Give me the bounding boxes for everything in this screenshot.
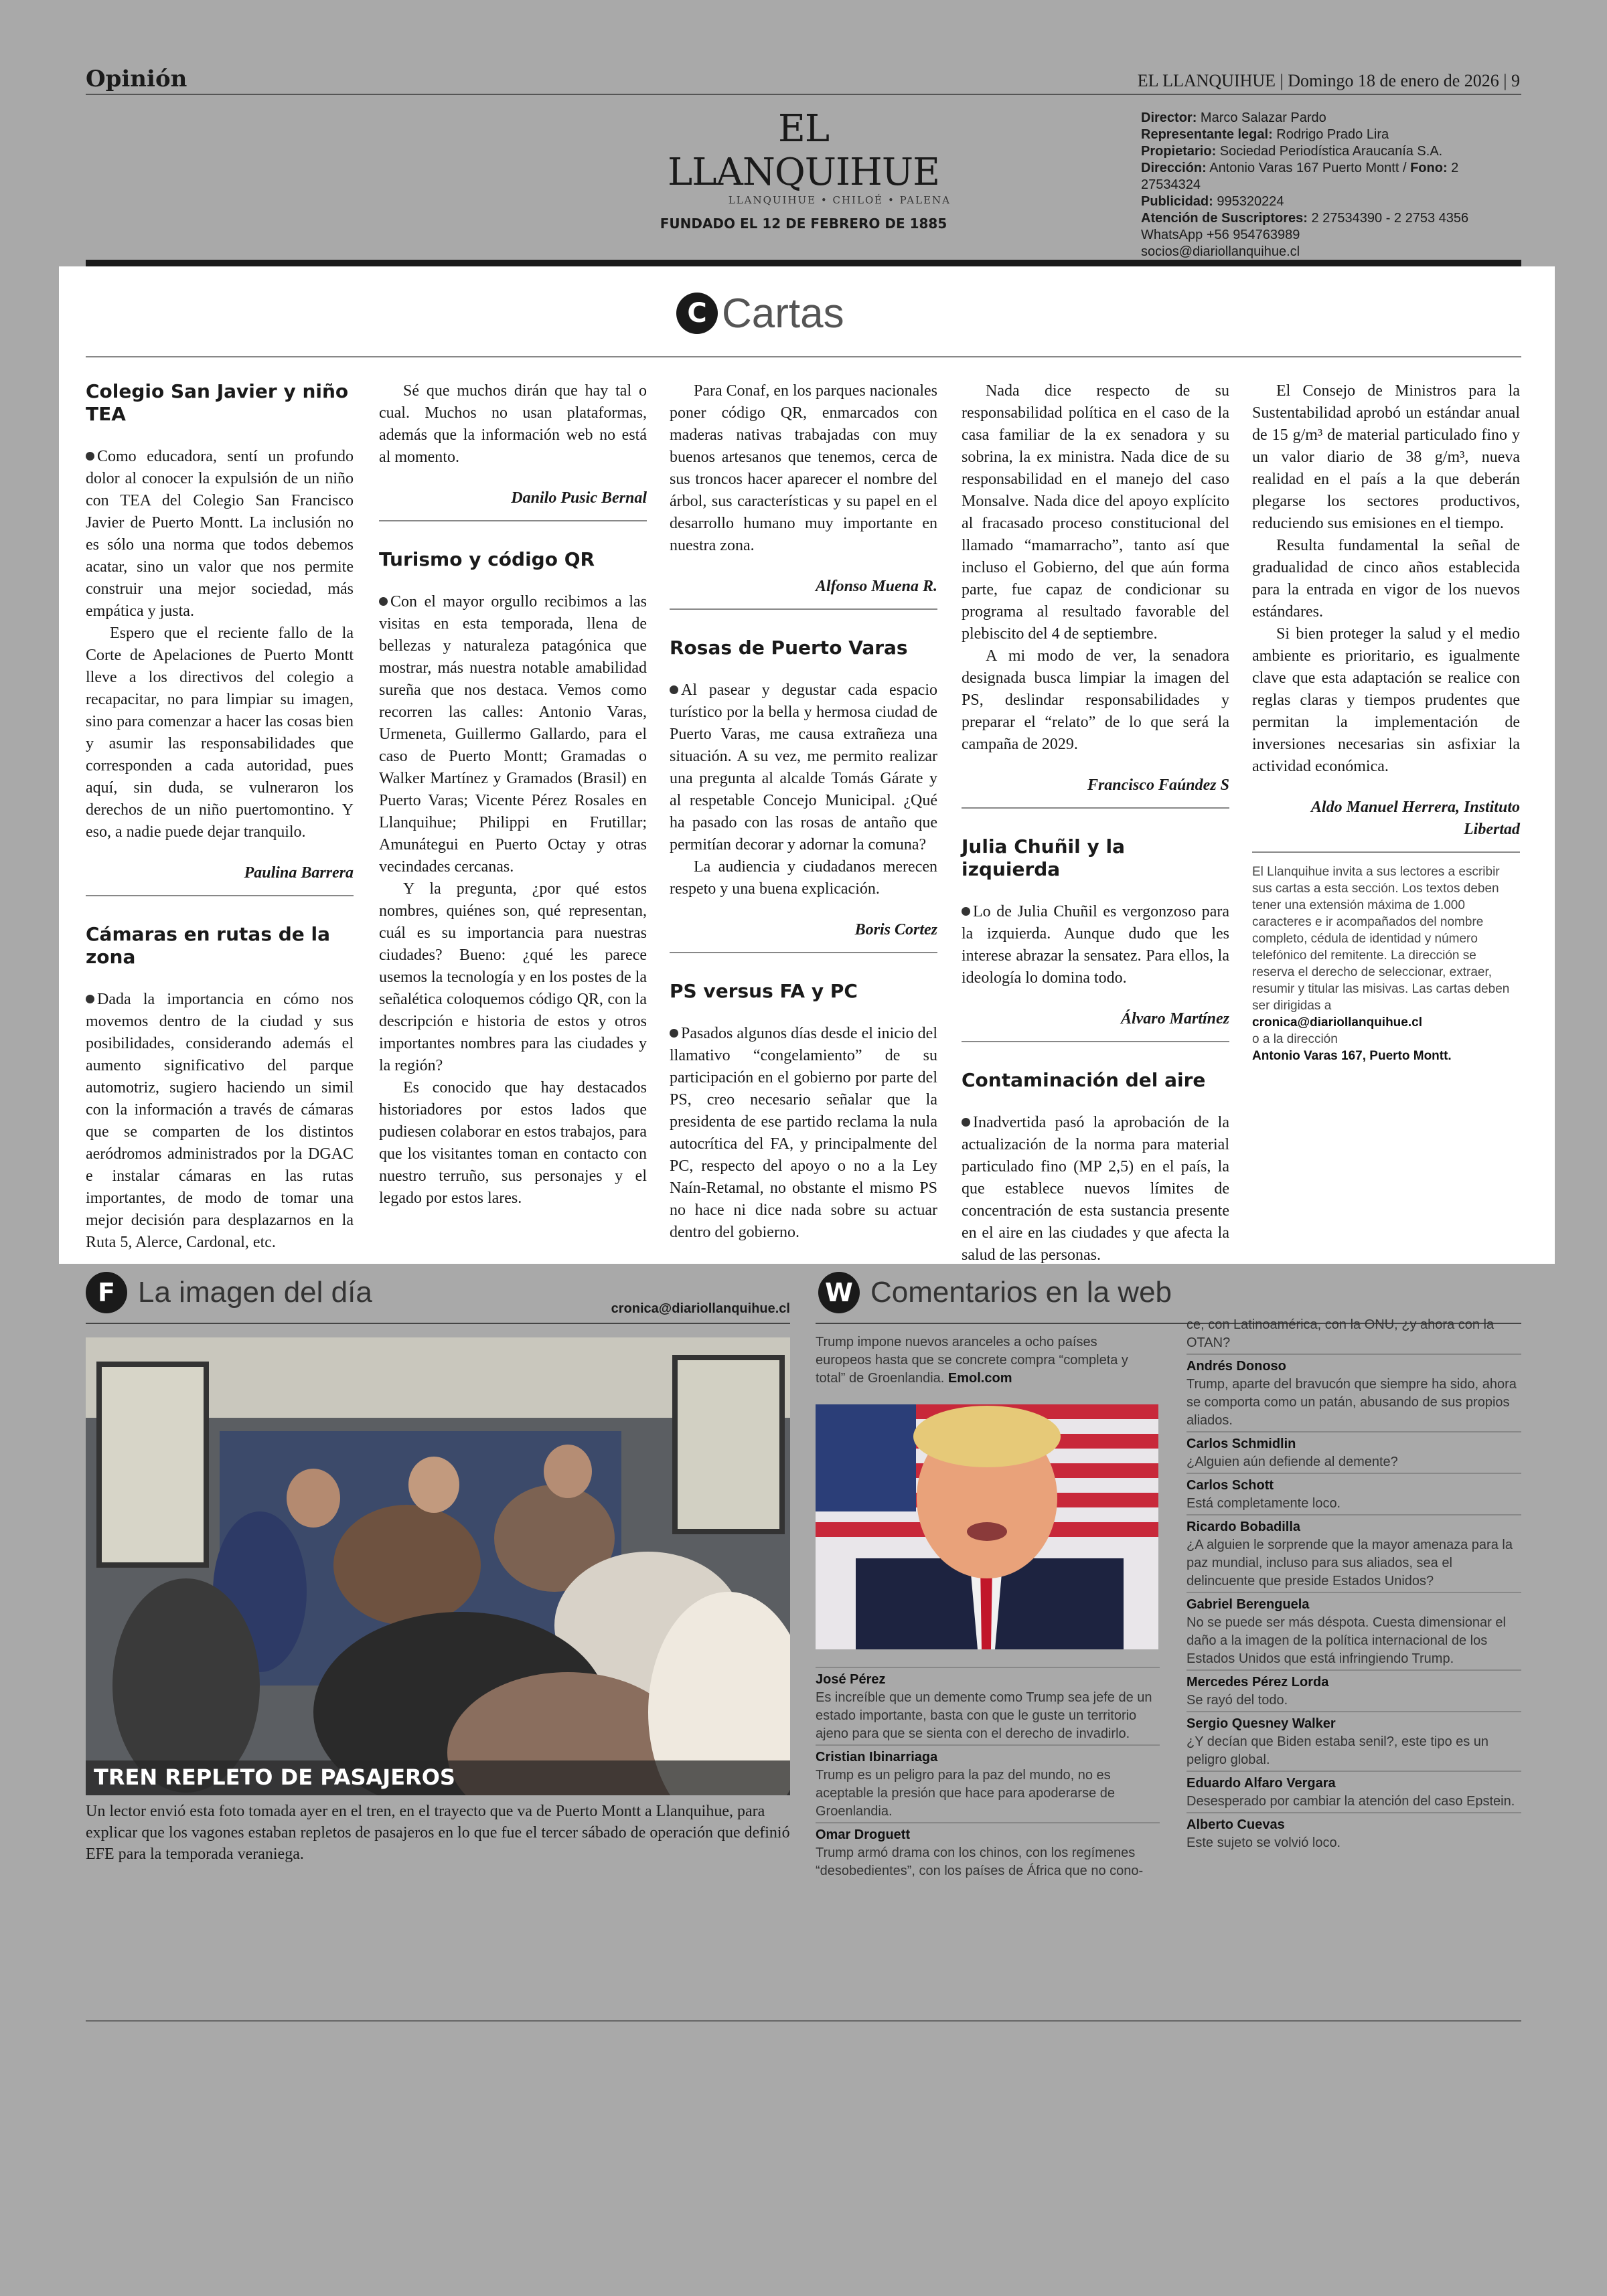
comment-entry [1187, 1431, 1521, 1471]
bullet-icon [379, 597, 388, 606]
letter-paragraph: El Consejo de Ministros para la Sustentabilidad aprobó un estándar anual de 15 g/m³ de material particulado fino y un valor diario de 38 g/m³, nueva realidad en el país a la que deberán plegarse los sectores productivos, reduciendo sus emisiones en el tiempo. [1252, 382, 1520, 532]
comment-entry [816, 1744, 1160, 1821]
comment-entry [1187, 1592, 1521, 1668]
paragraph-text: Pasados algunos días desde el inicio del llamativo “congelamiento” de su participación en el gobierno por parte del PS, creo necesario señalar que la presidenta de ese partido reclama la nula autocrítica del FA, y principalmente del PC, respecto del apoyo o no a la Ley Naín-Retamal, no obstante el mismo PS no hace ni dice nada sobre su actuar dentro del gobierno. [670, 1025, 937, 1241]
comment-author: Ricardo Bobadilla [1187, 1520, 1301, 1534]
comment-author: Sergio Quesney Walker [1187, 1716, 1336, 1731]
divider [962, 807, 1229, 809]
letter-paragraph: A mi modo de ver, la senadora designada busca limpiar la imagen del PS, deslindar responsabilidades y preparar el “relato” de lo que será la campaña de 2029. [962, 647, 1229, 753]
cartas-rule [86, 356, 1521, 357]
letter-paragraph [670, 1023, 937, 1244]
credit-line [1141, 160, 1516, 193]
invite-address: Antonio Varas 167, Puerto Montt. [1252, 1049, 1452, 1063]
imagen-rule [86, 1323, 790, 1324]
email-link[interactable]: socios@diariollanquihue.cl [1141, 244, 1300, 259]
comment-entry [1187, 1354, 1521, 1430]
web-headline: Trump impone nuevos aranceles a ocho países europeos hasta que se concrete compra “completa y total” de Groenlandia. [816, 1335, 1128, 1386]
news-photo-illustration [816, 1404, 1158, 1649]
invite-box [1252, 864, 1520, 1064]
letter-author: Paulina Barrera [244, 864, 354, 882]
letter-title: Colegio San Javier y niño TEA [86, 380, 349, 425]
web-header [818, 1272, 1172, 1313]
letter-author: Boris Cortez [854, 921, 937, 938]
letter-title: Julia Chuñil y la izquierda [962, 835, 1125, 880]
comment-author: Mercedes Pérez Lorda [1187, 1675, 1329, 1690]
cartas-header [676, 286, 844, 340]
credit-label: Publicidad: [1141, 194, 1213, 209]
letter-author: Danilo Pusic Bernal [511, 489, 647, 507]
invite-email[interactable]: cronica@diariollanquihue.cl [1252, 1015, 1422, 1030]
train-photo [86, 1337, 790, 1795]
comment-text: Se rayó del todo. [1187, 1693, 1288, 1708]
fono-value: 2 27534324 [1141, 161, 1459, 192]
imagen-badge-icon: F [86, 1272, 127, 1313]
paper-name: EL LLANQUIHUE [668, 107, 939, 194]
letter-paragraph: Y la pregunta, ¿por qué estos nombres, quiénes son, qué representan, cuál es su importancia para nuestras ciudades? Bueno: ¿qué les parece usemos la tecnología y en los postes de la señalética coloquemos código QR, con la descripción e historia de estos y otros importantes nombres para las ciudades y la región? [379, 880, 647, 1074]
top-rule [86, 94, 1521, 95]
letter-author: Álvaro Martínez [1120, 1010, 1229, 1028]
credit-value: Sociedad Periodística Araucanía S.A. [1216, 144, 1443, 159]
letter-paragraph: Para Conaf, en los parques nacionales poner código QR, enmarcados con maderas nativas trabajadas con muy buenos artesanos que tenemos, cerca de sus troncos hacer aparecer el nombre del árbol, sus características y su papel en el desarrollo humano muy importante en nuestra zona. [670, 382, 937, 554]
photo-overlay-band [86, 1760, 790, 1795]
photo-caption: Un lector envió esta foto tomada ayer en el tren, en el trayecto que va de Puerto Montt a Llanquihue, para explicar que los vagones estaban repletos de pasajeros en lo que fue el tercer sábado de operación que definió EFE para la temporada veraniega. [86, 1803, 790, 1863]
comment-author: Omar Droguett [816, 1827, 911, 1842]
letter-paragraph [670, 679, 937, 856]
credit-value: Marco Salazar Pardo [1197, 110, 1326, 125]
credit-line [1141, 110, 1516, 127]
comment-text: Es increíble que un demente como Trump sea jefe de un estado importante, basta con que le guste un territorio ajeno para que se sienta con el derecho de invadirlo. [816, 1690, 1152, 1741]
letter-paragraph: Nada dice respecto de su responsabilidad política en el caso de la casa familiar de la ex senadora y su sobrina, la ex ministra. Nada dice de su responsabilidad en el manejo del caso Monsalve. Nada dice del apoyo explícito al fracasado proceso constitucional del llamado “mamarracho”, tanto así que incluso el Gobierno, del que aún forma parte, fue capaz de condicionar su programa al resultado favorable del plebiscito del 4 de septiembre. [962, 382, 1229, 643]
invite-text: El Llanquihue invita a sus lectores a escribir sus cartas a esta sección. Los textos deben tener una extensión máxima de 1.000 caracteres e ir acompañados del nombre completo, cédula de identidad y número telefónico del remitente. La dirección se reserva el derecho de seleccionar, extraer, resumir y titular las misivas. Las cartas deben ser dirigidas a [1252, 865, 1510, 1013]
letter-paragraph: Espero que el reciente fallo de la Corte de Apelaciones de Puerto Montt lleve a los directivos del colegio a recapacitar, no para limpiar su imagen, sino para comenzar a hacer las cosas bien y asumir las responsabilidades que corresponden a cada autoridad, pues aquí, sin duda, se vulneraron los derechos de un niño puertomontino. Y eso, a nadie puede dejar tranquilo. [86, 625, 354, 841]
letter-title: PS versus FA y PC [670, 980, 858, 1002]
letter-paragraph [962, 1112, 1229, 1266]
comment-author: Andrés Donoso [1187, 1359, 1286, 1374]
credit-line [1141, 127, 1516, 143]
credit-label: Representante legal: [1141, 127, 1273, 142]
bullet-icon [86, 995, 94, 1003]
divider [670, 608, 937, 610]
letter-paragraph: Sé que muchos dirán que hay tal o cual. Muchos no usan plataformas, además que la información web no está al momento. [379, 382, 647, 466]
divider [1252, 851, 1520, 853]
comment-entry [1187, 1711, 1521, 1769]
comment-author: Carlos Schmidlin [1187, 1437, 1296, 1451]
divider [86, 895, 354, 896]
letter-title: Turismo y código QR [379, 548, 595, 570]
web-comments-right [1187, 1316, 1521, 1854]
comment-entry [1187, 1514, 1521, 1590]
imagen-email[interactable]: cronica@diariollanquihue.cl [611, 1301, 790, 1316]
web-badge-icon: W [818, 1272, 860, 1313]
web-source[interactable]: Emol.com [947, 1371, 1012, 1386]
credit-label: Dirección: [1141, 161, 1207, 175]
letter-author: Aldo Manuel Herrera, Instituto Libertad [1310, 799, 1520, 838]
divider [670, 952, 937, 953]
credit-label: Propietario: [1141, 144, 1217, 159]
letter-paragraph [962, 901, 1229, 989]
bullet-icon [962, 907, 970, 916]
web-title: Comentarios en la web [870, 1276, 1172, 1309]
credit-label: Director: [1141, 110, 1197, 125]
whatsapp-line: WhatsApp +56 954763989 [1141, 228, 1300, 242]
photo-overlay-title: TREN REPLETO DE PASAJEROS [94, 1765, 455, 1790]
paragraph-text: Lo de Julia Chuñil es vergonzoso para la izquierda. Aunque dudo que les interese abrazar la sensatez. Para ellos, la ideología lo domina todo. [962, 903, 1229, 987]
web-headline-box [816, 1333, 1150, 1388]
comment-author: Cristian Ibinarriaga [816, 1750, 938, 1765]
comment-entry [1187, 1473, 1521, 1513]
column-3 [670, 380, 937, 1244]
page-end-rule [86, 2020, 1521, 2022]
credit-value: Rodrigo Prado Lira [1272, 127, 1389, 142]
credit-line [1141, 143, 1516, 160]
column-2 [379, 380, 647, 1210]
comment-text: ¿A alguien le sorprende que la mayor amenaza para la paz mundial, incluso para sus aliados, sea el delincuente que preside Estados Unidos? [1187, 1538, 1513, 1588]
letter-paragraph: Resulta fundamental la señal de gradualidad de cinco años establecida para la entrada en vigor de los nuevos estándares. [1252, 537, 1520, 621]
credit-line [1141, 210, 1516, 227]
fono-label: Fono: [1410, 161, 1448, 175]
column-4 [962, 380, 1229, 1266]
cartas-title: Cartas [722, 290, 844, 337]
letter-title: Contaminación del aire [962, 1069, 1206, 1091]
imagen-title: La imagen del día [138, 1276, 372, 1309]
letter-paragraph: Es conocido que hay destacados historiadores por estos lados que pudiesen colaborar en estos trabajos, para que los visitantes toman en contacto con nuestro terruño, sus personajes y el legado por estos lares. [379, 1079, 647, 1207]
bullet-icon [670, 1029, 678, 1038]
comment-entry [816, 1822, 1160, 1880]
comment-author: Eduardo Alfaro Vergara [1187, 1776, 1336, 1791]
paragraph-text: Con el mayor orgullo recibimos a las visitas en esta temporada, llena de bellezas y naturaleza patagónica que mostrar, más nuestra notable amabilidad sureña que nos destaca. Vemos como recorren las calles: Antonio Varas, Urmeneta, Guillermo Gallardo, para el caso de Puerto Montt; Gramadas o Walker Martínez y Gramados (Brasil) en Puerto Varas; Vicente Pérez Rosales en Llanquihue; Philippi en Frutillar; Amunátegui en Puerto Octay y otras vecindades cercanas. [379, 593, 647, 876]
bullet-icon [962, 1118, 970, 1127]
paper-subtitle: LLANQUIHUE • CHILOÉ • PALENA [728, 194, 951, 206]
comment-text: Trump, aparte del bravucón que siempre ha sido, ahora se comporta como un patán, abusando de sus propios aliados. [1187, 1377, 1517, 1428]
comment-text: Desesperado por cambiar la atención del caso Epstein. [1187, 1794, 1515, 1809]
letter-paragraph [379, 591, 647, 878]
credits-box [1141, 110, 1516, 260]
comment-text: No se puede ser más déspota. Cuesta dimensionar el daño a la imagen de la política internacional de los Estados Unidos que está infringiendo Trump. [1187, 1615, 1506, 1666]
comment-author: Carlos Schott [1187, 1478, 1274, 1493]
letter-paragraph: La audiencia y ciudadanos merecen respeto y una buena explicación. [670, 858, 937, 898]
letter-author: Alfonso Muena R. [815, 578, 937, 595]
letter-paragraph [86, 989, 354, 1254]
credit-line [1141, 193, 1516, 210]
comment-entry [1187, 1669, 1521, 1710]
column-1 [86, 380, 354, 1254]
comment-author: José Pérez [816, 1672, 886, 1687]
cartas-badge-icon: C [676, 293, 718, 334]
comment-text: ¿Y decían que Biden estaba senil?, este tipo es un peligro global. [1187, 1734, 1489, 1767]
comment-continuation: ce, con Latinoamérica, con la ONU, ¿y ahora con la OTAN? [1187, 1317, 1495, 1350]
credit-value: 995320224 [1213, 194, 1284, 209]
divider [962, 1041, 1229, 1042]
letter-title: Cámaras en rutas de la zona [86, 923, 331, 968]
comment-text: Está completamente loco. [1187, 1496, 1341, 1511]
comment-text: Trump es un peligro para la paz del mundo, no es aceptable la presión que hace para apoderarse de Groenlandia. [816, 1768, 1115, 1819]
comment-entry [1187, 1812, 1521, 1852]
comment-entry [816, 1667, 1160, 1743]
comment-author: Gabriel Berenguela [1187, 1597, 1310, 1612]
paragraph-text: Al pasear y degustar cada espacio turístico por la bella y hermosa ciudad de Puerto Varas, me causa extrañeza una situación. A su vez, me permito realizar una pregunta al alcalde Tomás Gárate y al respetable Concejo Municipal. ¿Qué ha pasado con las rosas de antaño que permitían decorar y adornar la comuna? [670, 681, 937, 853]
letter-paragraph [86, 446, 354, 623]
bullet-icon [670, 685, 678, 694]
letter-paragraph: Si bien proteger la salud y el medio ambiente es prioritario, es igualmente clave que esta adaptación se realice con reglas claras y tiempos prudentes que permitan la implementación de inversiones necesarias sin asfixiar la actividad económica. [1252, 625, 1520, 775]
comment-entry [1187, 1771, 1521, 1811]
dateline: EL LLANQUIHUE | Domingo 18 de enero de 2026 | 9 [1137, 71, 1520, 90]
paragraph-text: Dada la importancia en cómo nos movemos dentro de la ciudad y sus posibilidades, considerando además el aumento significativo del parque automotriz, sugiero haciendo un simil con la información a través de cámaras que se comparten de los distintos aeródromos administrados por la DGAC e instalar cámaras en las rutas importantes, de modo de tomar una mejor decisión para desplazarnos en la Ruta 5, Alerce, Cardonal, etc. [86, 991, 354, 1251]
web-comments-left [816, 1667, 1160, 1882]
paragraph-text: Como educadora, sentí un profundo dolor al conocer la expulsión de un niño con TEA del Colegio San Francisco Javier de Puerto Montt. La inclusión no es sólo una norma que todos debemos acatar, sino un valor que nos permite construir una mejor sociedad, más empática y justa. [86, 448, 354, 620]
comment-text: Este sujeto se volvió loco. [1187, 1835, 1341, 1850]
section-label: Opinión [86, 66, 187, 92]
comment-author: Alberto Cuevas [1187, 1817, 1285, 1832]
comment-text: ¿Alguien aún defiende al demente? [1187, 1455, 1398, 1469]
comment-text: Trump armó drama con los chinos, con los regímenes “desobedientes”, con los países de África que no cono- [816, 1846, 1144, 1878]
letter-author: Francisco Faúndez S [1087, 776, 1229, 794]
credit-value: 2 27534390 - 2 2753 4356 [1307, 211, 1469, 226]
credit-value: Antonio Varas 167 Puerto Montt / [1206, 161, 1411, 175]
invite-or: o a la dirección [1252, 1032, 1338, 1046]
paragraph-text: Inadvertida pasó la aprobación de la actualización de la norma para material particulado fino (MP 2,5) en el país, la que establece nuevos límites de concentración de esta sustancia presente en el aire en las ciudades y que afecta la salud de las personas. [962, 1114, 1229, 1264]
divider [379, 520, 647, 521]
letter-title: Rosas de Puerto Varas [670, 637, 908, 659]
bullet-icon [86, 452, 94, 461]
news-photo [816, 1404, 1158, 1649]
founded-line: FUNDADO EL 12 DE FEBRERO DE 1885 [660, 216, 947, 232]
credit-label: Atención de Suscriptores: [1141, 211, 1308, 226]
imagen-header [86, 1272, 372, 1313]
masthead [656, 107, 951, 232]
column-5 [1252, 380, 1520, 1064]
train-photo-illustration [86, 1337, 790, 1795]
